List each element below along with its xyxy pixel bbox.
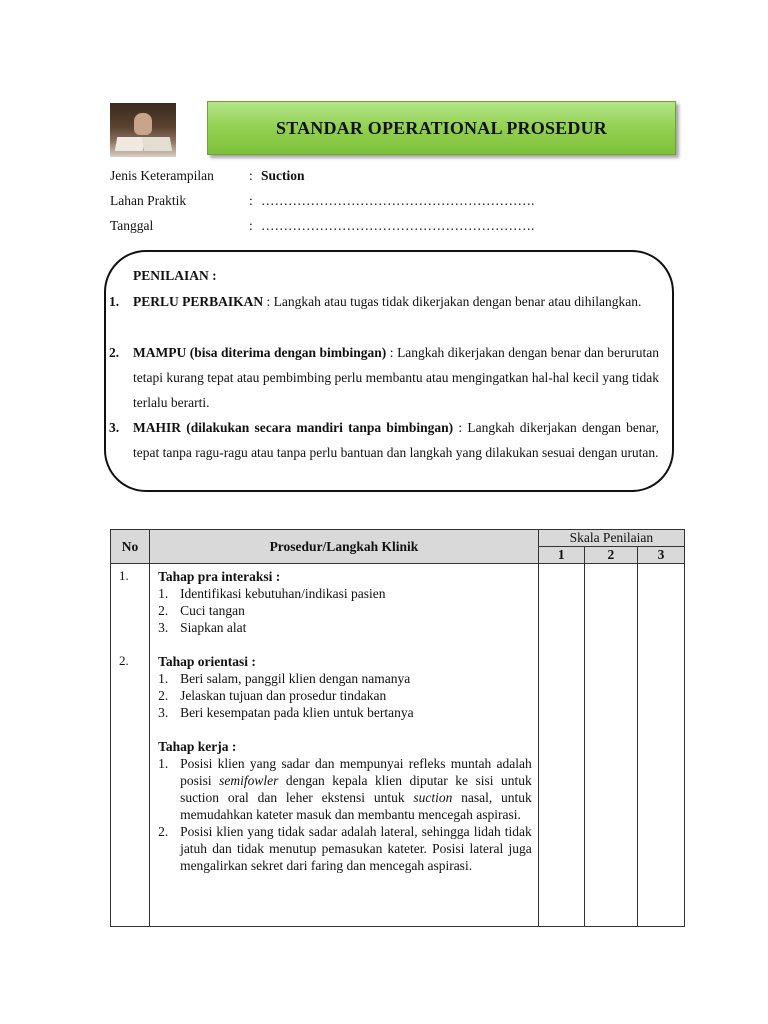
step-list (158, 670, 532, 721)
header-no: No (111, 530, 150, 564)
info-value: ……………………………………………………. (261, 218, 535, 233)
info-colon: : (249, 168, 253, 183)
row-number: 1. (119, 568, 129, 583)
penilaian-item-term: MAMPU (bisa diterima dengan bimbingan) (133, 345, 387, 360)
section-title: Tahap orientasi : (158, 654, 256, 669)
penilaian-item-desc: : Langkah dikerjakan dengan benar, tepat tanpa ragu-ragu atau tanpa perlu bantuan dan langkah yang dilakukan sesuai dengan urutan. (133, 420, 659, 460)
score-cell-2[interactable] (584, 564, 637, 927)
header-scale: Skala Penilaian (538, 530, 684, 547)
procedure-table (110, 529, 685, 927)
step-text: Jelaskan tujuan dan prosedur tindakan (180, 688, 387, 703)
step-text: Cuci tangan (180, 603, 245, 618)
score-cell-1[interactable] (538, 564, 584, 927)
info-label: Jenis Keterampilan (110, 168, 214, 183)
penilaian-item-number: 1. (109, 294, 120, 309)
list-item: 1. Beri salam, panggil klien dengan namanya (158, 671, 411, 686)
penilaian-heading: PENILAIAN : (133, 268, 217, 283)
step-text: Posisi klien yang sadar dan mempunyai refleks muntah adalah posisi semifowler dengan kepala klien diputar ke sisi untuk suction oral dan leher ekstensi untuk suction nasal, untuk memudahkan kateter masuk dan membantu mencegah aspirasi. (180, 756, 532, 822)
info-colon: : (249, 218, 253, 233)
score-cell-3[interactable] (637, 564, 684, 927)
penilaian-item-desc: : Langkah atau tugas tidak dikerjakan dengan benar atau dihilangkan. (263, 294, 642, 309)
step-text: Posisi klien yang tidak sadar adalah lateral, sehingga lidah tidak jatuh dan tidak menutup pemasukan kateter. Posisi lateral juga mengalirkan sekret dari faring dan mencegah aspirasi. (180, 824, 532, 873)
info-colon: : (249, 193, 253, 208)
penilaian-item (109, 415, 659, 465)
book-reading-icon (110, 103, 176, 157)
list-item: 2. Jelaskan tujuan dan prosedur tindakan (158, 688, 387, 703)
book-page-right (142, 137, 172, 151)
info-value: Suction (261, 168, 305, 183)
list-item: 1. Posisi klien yang sadar dan mempunyai refleks muntah adalah posisi semifowler dengan kepala klien diputar ke sisi untuk suction oral dan leher ekstensi untuk suction nasal, untuk memudahkan kateter masuk dan membantu mencegah aspirasi. (158, 756, 532, 822)
table-row (111, 564, 685, 927)
step-list (158, 755, 532, 874)
info-value: ……………………………………………………. (261, 193, 535, 208)
list-item: 3. Beri kesempatan pada klien untuk bertanya (158, 705, 414, 720)
penilaian-item-term: PERLU PERBAIKAN (133, 294, 264, 309)
header-scale-2: 2 (584, 547, 637, 564)
info-label: Lahan Praktik (110, 193, 187, 208)
list-item: 3. Siapkan alat (158, 620, 247, 635)
penilaian-item-desc: : Langkah dikerjakan dengan benar dan berurutan tetapi kurang tepat atau pembimbing perlu membantu atau mengingatkan hal-hal kecil yang tidak terlalu berarti. (133, 345, 659, 410)
penilaian-item-term: MAHIR (dilakukan secara mandiri tanpa bimbingan) (133, 420, 454, 435)
title-banner (207, 101, 676, 155)
book-page-left (115, 137, 145, 151)
header-scale-3: 3 (637, 547, 684, 564)
row-number: 2. (119, 653, 129, 668)
section-title: Tahap kerja : (158, 739, 237, 754)
penilaian-item (109, 289, 659, 314)
step-text: Siapkan alat (180, 620, 247, 635)
step-text: Beri kesempatan pada klien untuk bertanya (180, 705, 414, 720)
penilaian-item-number: 2. (109, 345, 120, 360)
info-label: Tanggal (110, 218, 154, 233)
step-text: Identifikasi kebutuhan/indikasi pasien (180, 586, 386, 601)
list-item: 1. Identifikasi kebutuhan/indikasi pasien (158, 586, 386, 601)
hand-shape (134, 113, 152, 135)
header-procedure: Prosedur/Langkah Klinik (150, 530, 539, 564)
penilaian-item-number: 3. (109, 420, 120, 435)
list-item: 2. Posisi klien yang tidak sadar adalah lateral, sehingga lidah tidak jatuh dan tidak menutup pemasukan kateter. Posisi lateral juga mengalirkan sekret dari faring dan mencegah aspirasi. (158, 824, 532, 873)
list-item: 2. Cuci tangan (158, 603, 245, 618)
page-title: STANDAR OPERATIONAL PROSEDUR (276, 117, 607, 138)
step-text: Beri salam, panggil klien dengan namanya (180, 671, 411, 686)
procedure-cell (150, 564, 539, 927)
step-list (158, 585, 532, 636)
no-cell (111, 564, 150, 927)
header-scale-1: 1 (538, 547, 584, 564)
penilaian-item (109, 340, 659, 415)
section-title: Tahap pra interaksi : (158, 569, 281, 584)
